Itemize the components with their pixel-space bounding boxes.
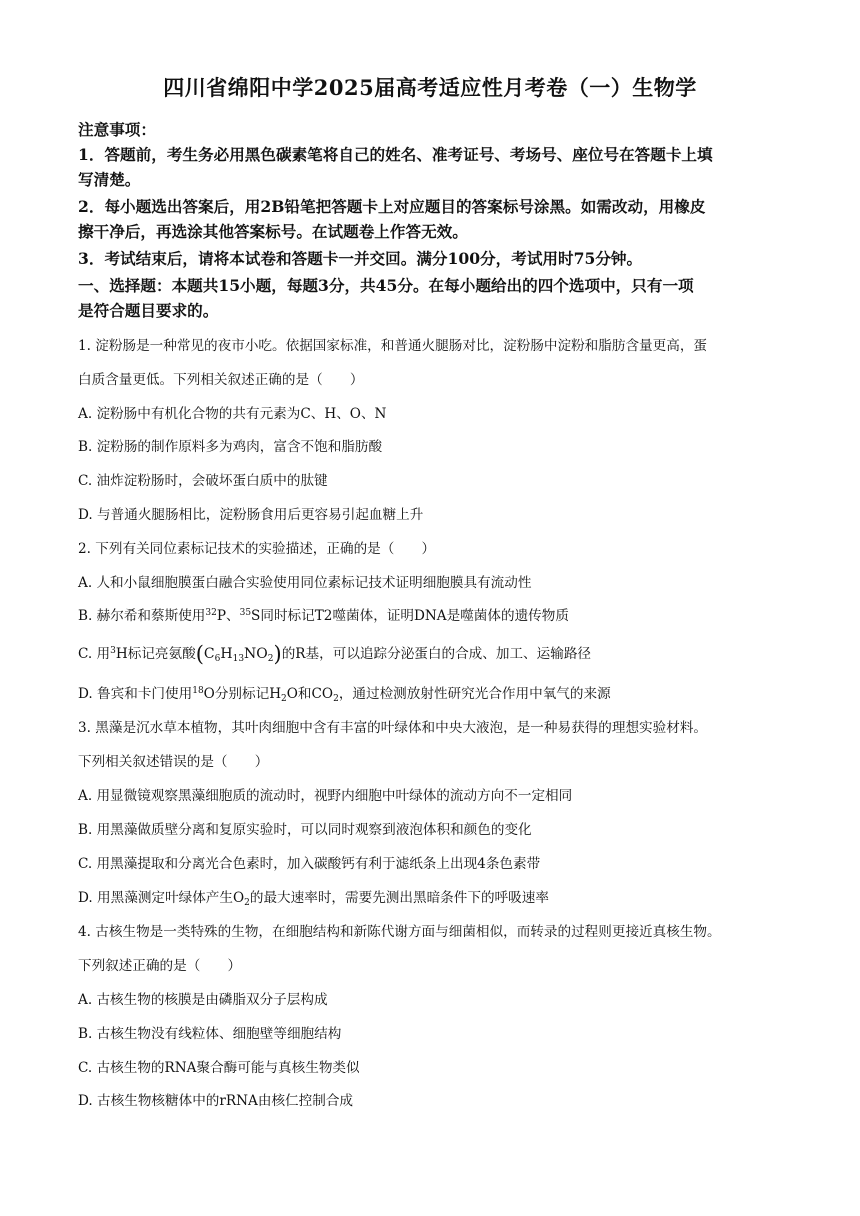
q2-option-d: D. 鲁宾和卡门使用$^{18}$O分别标记$H_2O$和$CO_2$，通过检测放射性研究光合作用中氧气的来源 [78,686,611,704]
q3-option-b: B. 用黑藻做质壁分离和复原实验时，可以同时观察到液泡体积和颜色的变化 [78,822,532,838]
notes-heading: 注意事项： [78,120,156,139]
q4-option-d: D. 古核生物核糖体中的rRNA由核仁控制合成 [78,1093,353,1109]
q1-option-b: B. 淀粉肠的制作原料多为鸡肉，富含不饱和脂肪酸 [78,439,383,455]
q4-stem-line-2: 下列叙述正确的是（ ） [78,958,242,974]
q4-option-b: B. 古核生物没有线粒体、细胞壁等细胞结构 [78,1026,342,1042]
q2-option-a: A. 人和小鼠细胞膜蛋白融合实验使用同位素标记技术证明细胞膜具有流动性 [78,575,532,591]
section-heading-line-1: 一、选择题：本题共15小题，每题3分，共45分。在每小题给出的四个选项中，只有一项 [78,276,694,295]
note-2-line-1: 2．每小题选出答案后，用2B铅笔把答题卡上对应题目的答案标号涂黑。如需改动，用橡皮 [78,197,706,216]
q2-option-c: C. 用$^3$H标记亮氨酸$(C_6H_{13}NO_2)$的R基，可以追踪分泌蛋白的合成、加工、运输路径 [78,642,592,666]
leucine-formula: $(C_6H_{13}NO_2)$ [195,642,282,666]
section-heading-line-2: 是符合题目要求的。 [78,301,219,320]
q3-stem-line-2: 下列相关叙述错误的是（ ） [78,754,269,770]
q4-option-c: C. 古核生物的RNA聚合酶可能与真核生物类似 [78,1060,360,1076]
q2-stem: 2. 下列有关同位素标记技术的实验描述，正确的是（ ） [78,541,436,557]
q1-option-c: C. 油炸淀粉肠时，会破坏蛋白质中的肽键 [78,473,328,489]
q1-stem-line-2: 白质含量更低。下列相关叙述正确的是（ ） [78,372,364,388]
note-1-line-2: 写清楚。 [78,170,141,189]
q1-option-a: A. 淀粉肠中有机化合物的共有元素为C、H、O、N [78,406,387,422]
q3-option-a: A. 用显微镜观察黑藻细胞质的流动时，视野内细胞中叶绿体的流动方向不一定相同 [78,788,573,804]
q3-option-d: D. 用黑藻测定叶绿体产生$O_2$的最大速率时，需要先测出黑暗条件下的呼吸速率 [78,890,549,908]
q4-option-a: A. 古核生物的核膜是由磷脂双分子层构成 [78,992,328,1008]
note-2-line-2: 擦干净后，再选涂其他答案标号。在试题卷上作答无效。 [78,222,468,241]
q2-option-b: B. 赫尔希和蔡斯使用$^{32}$P、$^{35}$S同时标记T2噬菌体，证明DNA是噬菌体的遗传物质 [78,608,569,624]
q1-stem-line-1: 1. 淀粉肠是一种常见的夜市小吃。依据国家标准，和普通火腿肠对比，淀粉肠中淀粉和脂肪含量更高，蛋 [78,338,708,354]
q4-stem-line-1: 4. 古核生物是一类特殊的生物，在细胞结构和新陈代谢方面与细菌相似，而转录的过程则更接近真核生物。 [78,924,721,940]
page-title: 四川省绵阳中学2025届高考适应性月考卷（一）生物学 [163,75,697,100]
q3-option-c: C. 用黑藻提取和分离光合色素时，加入碳酸钙有利于滤纸条上出现4条色素带 [78,856,541,872]
q1-option-d: D. 与普通火腿肠相比，淀粉肠食用后更容易引起血糖上升 [78,507,424,523]
note-1-line-1: 1．答题前，考生务必用黑色碳素笔将自己的姓名、准考证号、考场号、座位号在答题卡上填 [78,145,713,164]
note-3: 3．考试结束后，请将本试卷和答题卡一并交回。满分100分，考试用时75分钟。 [78,249,643,268]
q3-stem-line-1: 3. 黑藻是沉水草本植物，其叶肉细胞中含有丰富的叶绿体和中央大液泡，是一种易获得的理想实验材料。 [78,720,708,736]
